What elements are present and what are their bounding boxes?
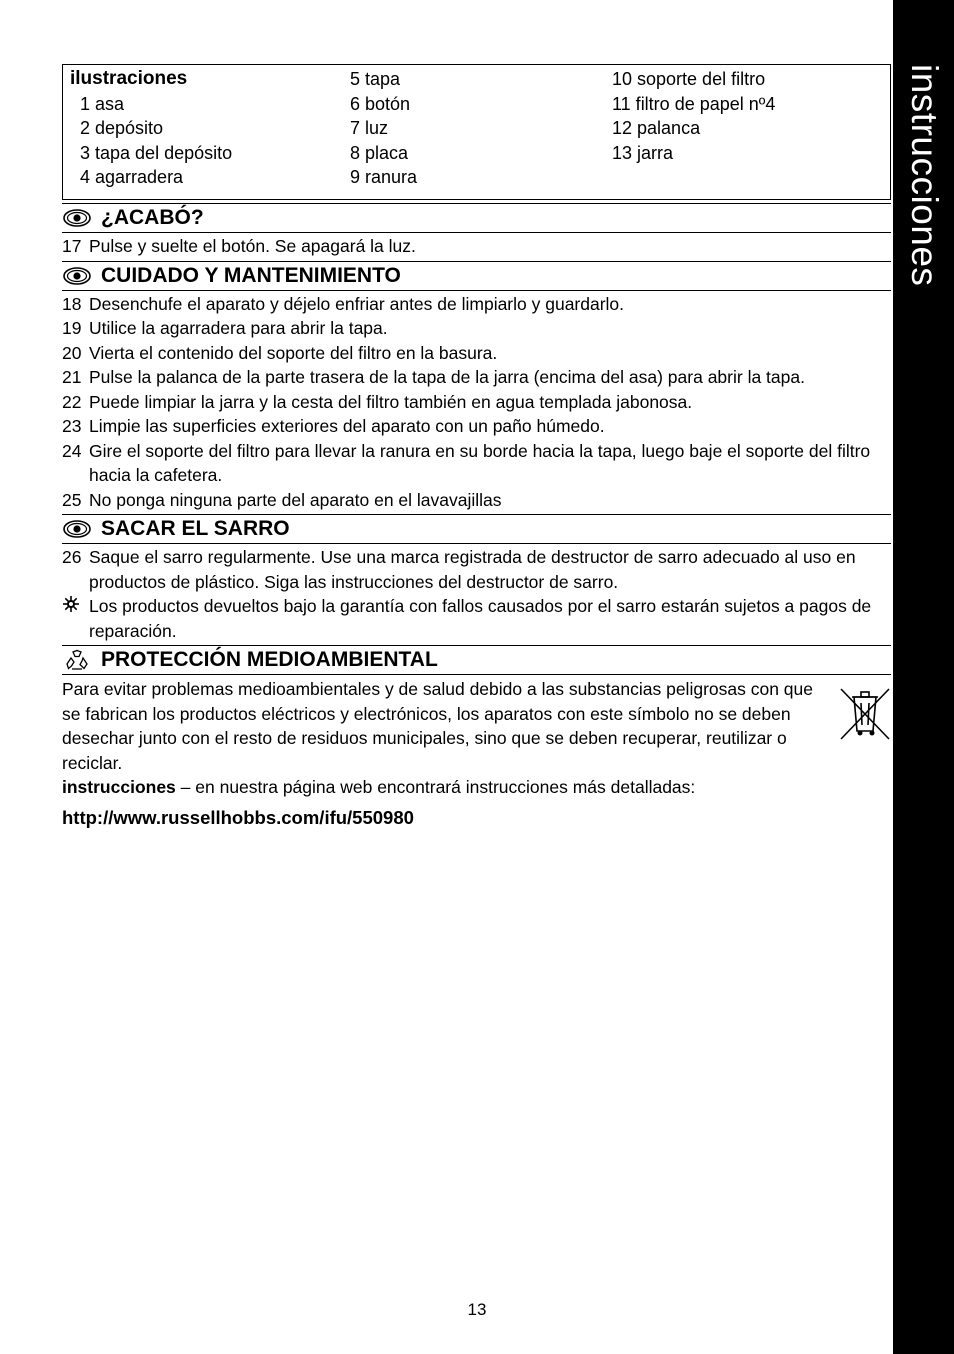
list-item [62,390,891,415]
list-item [62,234,891,259]
section-title: ¿ACABÓ? [101,206,204,229]
section-title: SACAR EL SARRO [101,517,290,540]
illustration-item: 8 placa [350,142,409,163]
section-title: PROTECCIÓN MEDIOAMBIENTAL [101,648,438,671]
item-text: Pulse la palanca de la parte trasera de la tapa de la jarra (encima del asa) para abrir la tapa. [89,367,805,387]
illustration-item: 5 tapa [350,69,401,89]
note-text: Los productos devueltos bajo la garantía con fallos causados por el sarro estarán sujetos a pagos de reparación. [89,596,872,641]
instructions-line [62,775,891,800]
illustrations-column-1 [70,67,232,190]
item-number: 25 [62,489,82,510]
instructions-url-link[interactable]: http://www.russellhobbs.com/ifu/550980 [62,806,414,828]
item-number: 20 [62,342,82,363]
sun-warning-icon [62,594,89,643]
illustrations-box [62,64,891,200]
illustration-item: 7 luz [350,118,389,138]
list-item [62,545,891,594]
list-item [62,414,891,439]
item-number: 26 [62,547,82,567]
recycle-icon [63,649,91,671]
sarro-list [62,544,891,645]
list-item [62,365,891,390]
cuidado-list [62,291,891,515]
page-number: 13 [467,1300,487,1319]
item-text: No ponga ninguna parte del aparato en el lavavajillas [89,489,502,510]
illustration-item: 6 botón [350,93,411,114]
list-item [62,488,891,513]
illustration-item: 13 jarra [612,142,674,163]
environment-section [62,675,891,830]
list-item [62,292,891,317]
illustration-item: 9 ranura [350,167,418,187]
item-number: 21 [62,367,82,387]
illustration-item: 1 asa [80,93,125,114]
instructions-label: instrucciones [62,777,176,797]
illustration-item: 2 depósito [80,118,164,138]
list-item [62,316,891,341]
eye-icon [63,265,91,287]
illustrations-column-2 [350,67,417,190]
list-item [62,439,891,488]
item-number: 22 [62,391,82,412]
item-text: Saque el sarro regularmente. Use una marca registrada de destructor de sarro adecuado al uso en productos de plástico. Siga las instrucciones del destructor de sarro. [89,547,856,592]
item-text: Puede limpiar la jarra y la cesta del filtro también en agua templada jabonosa. [89,391,693,412]
illustrations-column-3 [612,67,775,165]
item-number: 19 [62,318,82,338]
warning-note [62,594,891,643]
instructions-text: – en nuestra página web encontrará instrucciones más detalladas: [175,777,696,797]
eye-icon [63,518,91,540]
section-title: CUIDADO Y MANTENIMIENTO [101,263,401,287]
item-text: Vierta el contenido del soporte del filtro en la basura. [89,342,498,363]
item-text: Utilice la agarradera para abrir la tapa. [89,318,388,338]
section-heading-proteccion [62,645,891,675]
item-number: 17 [62,236,82,256]
environment-paragraph: Para evitar problemas medioambientales y de salud debido a las substancias peligrosas con que se fabrican los productos eléctricos y electrónicos, los aparatos con este símbolo no se deben desechar junto con el resto de residuos municipales, sino que se deben recuperar, reutilizar o reciclar. [62,679,813,773]
illustration-item: 12 palanca [612,118,701,138]
item-text: Limpie las superficies exteriores del aparato con un paño húmedo. [89,416,605,436]
acabo-list [62,233,891,261]
crossed-bin-icon [839,685,891,741]
side-tab-label: instrucciones [904,64,945,287]
illustrations-title: ilustraciones [70,68,188,89]
item-text: Pulse y suelte el botón. Se apagará la luz. [89,236,416,256]
item-number: 24 [62,440,82,461]
page-content [62,64,891,830]
illustration-item: 11 filtro de papel nº4 [612,93,776,114]
item-text: Gire el soporte del filtro para llevar la ranura en su borde hacia la tapa, luego baje el soporte del filtro hacia la cafetera. [89,440,871,485]
section-heading-cuidado [62,261,891,291]
eye-icon [63,207,91,229]
list-item [62,341,891,366]
section-heading-acabo [62,203,891,233]
section-heading-sarro [62,514,891,544]
item-number: 23 [62,416,82,436]
item-number: 18 [62,293,82,314]
illustration-item: 3 tapa del depósito [80,142,233,163]
illustration-item: 4 agarradera [80,167,184,187]
item-text: Desenchufe el aparato y déjelo enfriar antes de limpiarlo y guardarlo. [89,293,625,314]
illustration-item: 10 soporte del filtro [612,69,766,89]
